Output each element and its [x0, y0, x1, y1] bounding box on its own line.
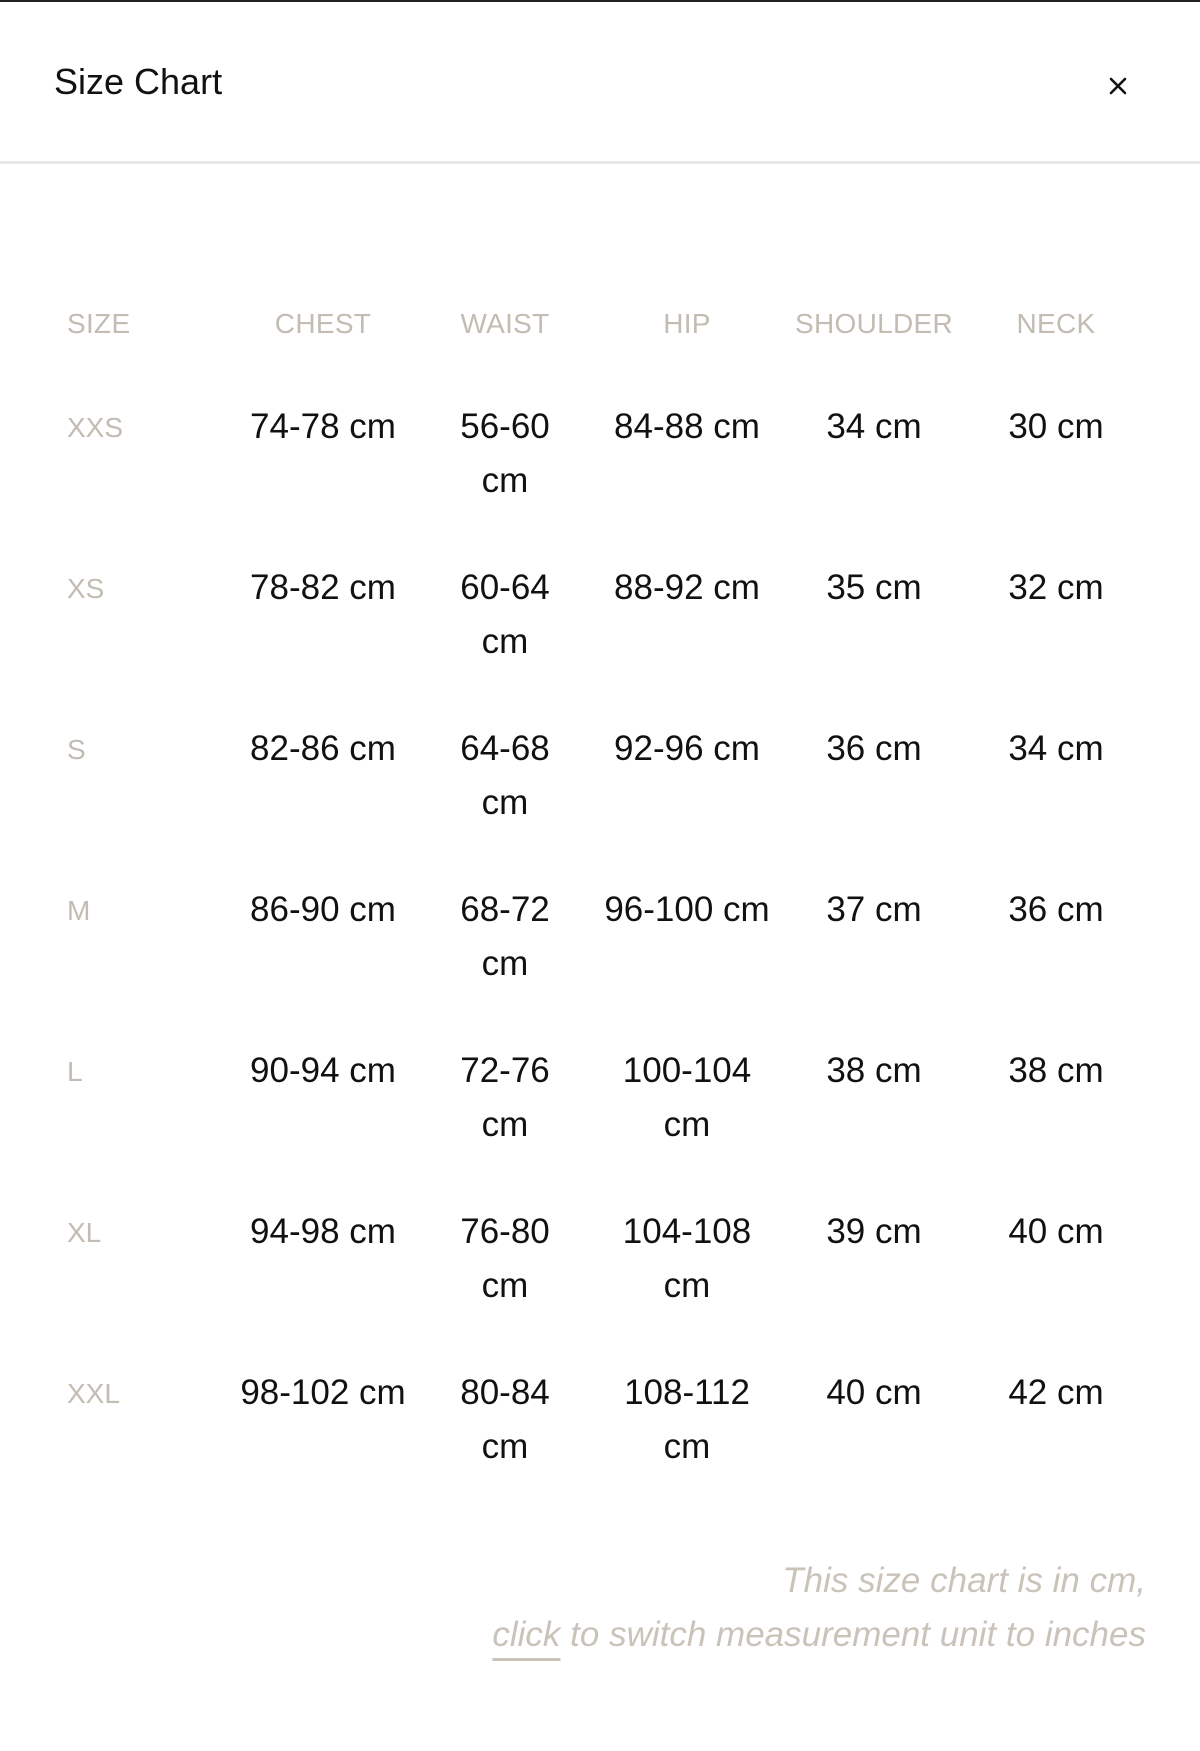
- size-label: L: [67, 1056, 83, 1087]
- shoulder-value: 38 cm: [826, 1051, 922, 1090]
- header-neck: NECK: [1016, 308, 1096, 339]
- neck-value: 38 cm: [1008, 1051, 1104, 1090]
- table-row: [0, 883, 1200, 993]
- hip-value: 88-92 cm: [614, 568, 760, 607]
- hip-value: 92-96 cm: [614, 729, 760, 768]
- chest-value: 98-102 cm: [240, 1373, 406, 1412]
- unit-note-line2-text: to switch measurement unit to inches: [560, 1615, 1146, 1654]
- size-label: S: [67, 734, 86, 765]
- size-label: M: [67, 895, 91, 926]
- table-row: [0, 1366, 1200, 1476]
- table-row: [0, 400, 1200, 510]
- neck-value: 32 cm: [1008, 568, 1104, 607]
- waist-value: 56-60 cm: [460, 407, 550, 500]
- shoulder-value: 37 cm: [826, 890, 922, 929]
- chest-value: 94-98 cm: [250, 1212, 396, 1251]
- hip-value: 104-108 cm: [622, 1212, 752, 1305]
- size-label: XS: [67, 573, 105, 604]
- unit-note: [492, 1554, 1146, 1662]
- neck-value: 36 cm: [1008, 890, 1104, 929]
- waist-value: 68-72 cm: [460, 890, 550, 983]
- modal-header: [0, 2, 1200, 164]
- switch-unit-link[interactable]: click: [492, 1615, 561, 1654]
- unit-note-line1: This size chart is in cm,: [782, 1561, 1146, 1600]
- table-row: [0, 1044, 1200, 1154]
- waist-value: 76-80 cm: [460, 1212, 550, 1305]
- size-label: XL: [67, 1217, 102, 1248]
- shoulder-value: 35 cm: [826, 568, 922, 607]
- chest-value: 86-90 cm: [250, 890, 396, 929]
- waist-value: 64-68 cm: [460, 729, 550, 822]
- header-chest: CHEST: [274, 308, 372, 339]
- unit-note-line2: [492, 1608, 1146, 1662]
- header-hip: HIP: [663, 308, 711, 339]
- chest-value: 78-82 cm: [250, 568, 396, 607]
- hip-value: 96-100 cm: [604, 890, 770, 929]
- hip-value: 100-104 cm: [622, 1051, 752, 1144]
- waist-value: 80-84 cm: [460, 1373, 550, 1466]
- size-label: XXL: [67, 1378, 120, 1409]
- neck-value: 34 cm: [1008, 729, 1104, 768]
- shoulder-value: 34 cm: [826, 407, 922, 446]
- waist-value: 60-64 cm: [460, 568, 550, 661]
- table-row: [0, 722, 1200, 832]
- neck-value: 30 cm: [1008, 407, 1104, 446]
- shoulder-value: 36 cm: [826, 729, 922, 768]
- close-icon: [1108, 76, 1128, 96]
- header-shoulder: SHOULDER: [795, 308, 953, 339]
- neck-value: 42 cm: [1008, 1373, 1104, 1412]
- close-button[interactable]: [1098, 66, 1138, 106]
- size-label: XXS: [67, 412, 124, 443]
- neck-value: 40 cm: [1008, 1212, 1104, 1251]
- waist-value: 72-76 cm: [460, 1051, 550, 1144]
- header-waist: WAIST: [460, 308, 550, 339]
- modal-title: Size Chart: [54, 61, 223, 102]
- chest-value: 74-78 cm: [250, 407, 396, 446]
- table-row: [0, 561, 1200, 671]
- shoulder-value: 39 cm: [826, 1212, 922, 1251]
- table-row: [0, 1205, 1200, 1315]
- chest-value: 90-94 cm: [250, 1051, 396, 1090]
- chest-value: 82-86 cm: [250, 729, 396, 768]
- hip-value: 84-88 cm: [614, 407, 760, 446]
- shoulder-value: 40 cm: [826, 1373, 922, 1412]
- header-size: SIZE: [67, 308, 131, 339]
- hip-value: 108-112 cm: [624, 1373, 750, 1466]
